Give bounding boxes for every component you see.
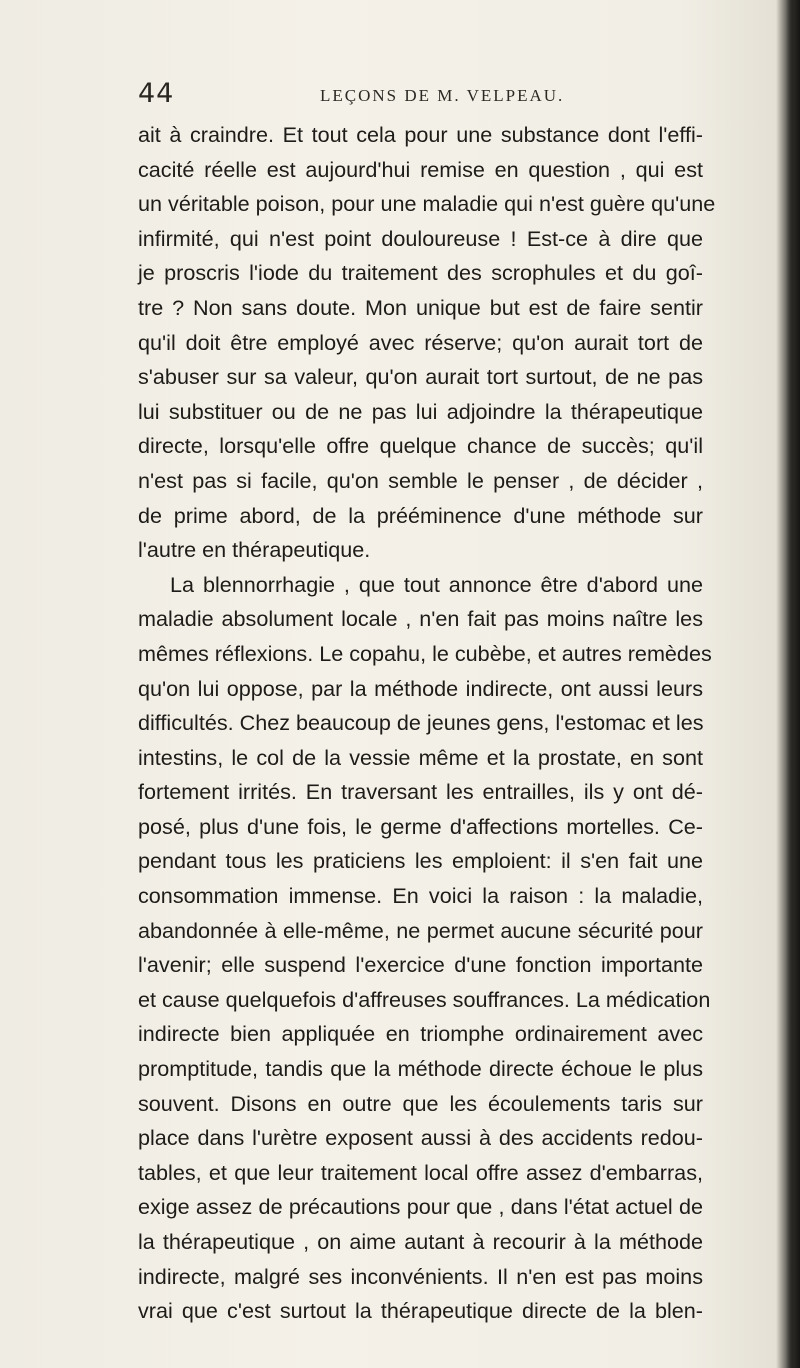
running-header — [120, 78, 680, 118]
text-line: pendant tous les praticiens les emploient: il s'en fait une — [138, 848, 703, 874]
text-line: consommation immense. En voici la raison : la maladie, — [138, 883, 703, 909]
text-line: abandonnée à elle-même, ne permet aucune sécurité pour — [138, 917, 703, 943]
text-line: indirecte bien appliquée en triomphe ordinairement avec — [138, 1021, 703, 1047]
text-line: promptitude, tandis que la méthode directe échoue le plus — [138, 1056, 703, 1082]
text-line: ait à craindre. Et tout cela pour une substance dont l'effi- — [138, 122, 703, 147]
text-line: indirecte, malgré ses inconvénients. Il n'en est pas moins — [138, 1263, 703, 1289]
text-line: maladie absolument locale , n'en fait pas moins naître les — [138, 606, 703, 632]
text-line: fortement irrités. En traversant les entrailles, ils y ont dé- — [138, 779, 703, 805]
text-line: mêmes réflexions. Le copahu, le cubèbe, et autres remèdes — [138, 640, 712, 666]
text-line: difficultés. Chez beaucoup de jeunes gens, l'estomac et les — [138, 710, 704, 736]
text-line: place dans l'urètre exposent aussi à des accidents redou- — [138, 1125, 703, 1151]
text-line: tables, et que leur traitement local offre assez d'embarras, — [138, 1159, 703, 1185]
text-line: je proscris l'iode du traitement des scrophules et du goî- — [138, 260, 703, 286]
text-line: n'est pas si facile, qu'on semble le penser , de décider , — [138, 467, 703, 493]
text-line: un véritable poison, pour une maladie qui n'est guère qu'une — [138, 191, 716, 217]
text-line: directe, lorsqu'elle offre quelque chance de succès; qu'il — [138, 433, 703, 459]
text-line: infirmité, qui n'est point douloureuse ! Est-ce à dire que — [138, 225, 703, 251]
page-edge-shadow — [786, 0, 800, 1368]
text-line: lui substituer ou de ne pas lui adjoindre la thérapeutique — [138, 398, 703, 424]
text-line: l'avenir; elle suspend l'exercice d'une fonction importante — [138, 952, 703, 978]
text-line: la thérapeutique , on aime autant à recourir à la méthode — [138, 1229, 703, 1254]
text-line: souvent. Disons en outre que les écoulements taris sur — [138, 1090, 703, 1116]
text-line: qu'il doit être employé avec réserve; qu'on aurait tort de — [138, 329, 703, 355]
text-line: et cause quelquefois d'affreuses souffrances. La médication — [138, 986, 711, 1012]
text-line: qu'on lui oppose, par la méthode indirecte, ont aussi leurs — [138, 675, 703, 701]
text-line: vrai que c'est surtout la thérapeutique directe de la blen- — [138, 1298, 703, 1324]
text-line: l'autre en thérapeutique. — [138, 537, 371, 563]
text-line: intestins, le col de la vessie même et la prostate, en sont — [138, 744, 703, 770]
text-line: tre ? Non sans doute. Mon unique but est de faire sentir — [138, 294, 703, 320]
text-line: cacité réelle est aujourd'hui remise en question , qui est — [138, 156, 703, 182]
page-number: 44 — [138, 78, 175, 109]
running-title: LEÇONS DE M. VELPEAU. — [320, 86, 565, 105]
body-text — [138, 118, 716, 1329]
text-line: posé, plus d'une fois, le germe d'affections mortelles. Ce- — [138, 813, 703, 839]
text-line: La blennorrhagie , que tout annonce être d'abord une — [170, 571, 703, 597]
text-line: de prime abord, de la prééminence d'une méthode sur — [138, 502, 703, 528]
text-line: exige assez de précautions pour que , dans l'état actuel de — [138, 1194, 703, 1220]
text-line: s'abuser sur sa valeur, qu'on aurait tort surtout, de ne pas — [138, 364, 703, 390]
